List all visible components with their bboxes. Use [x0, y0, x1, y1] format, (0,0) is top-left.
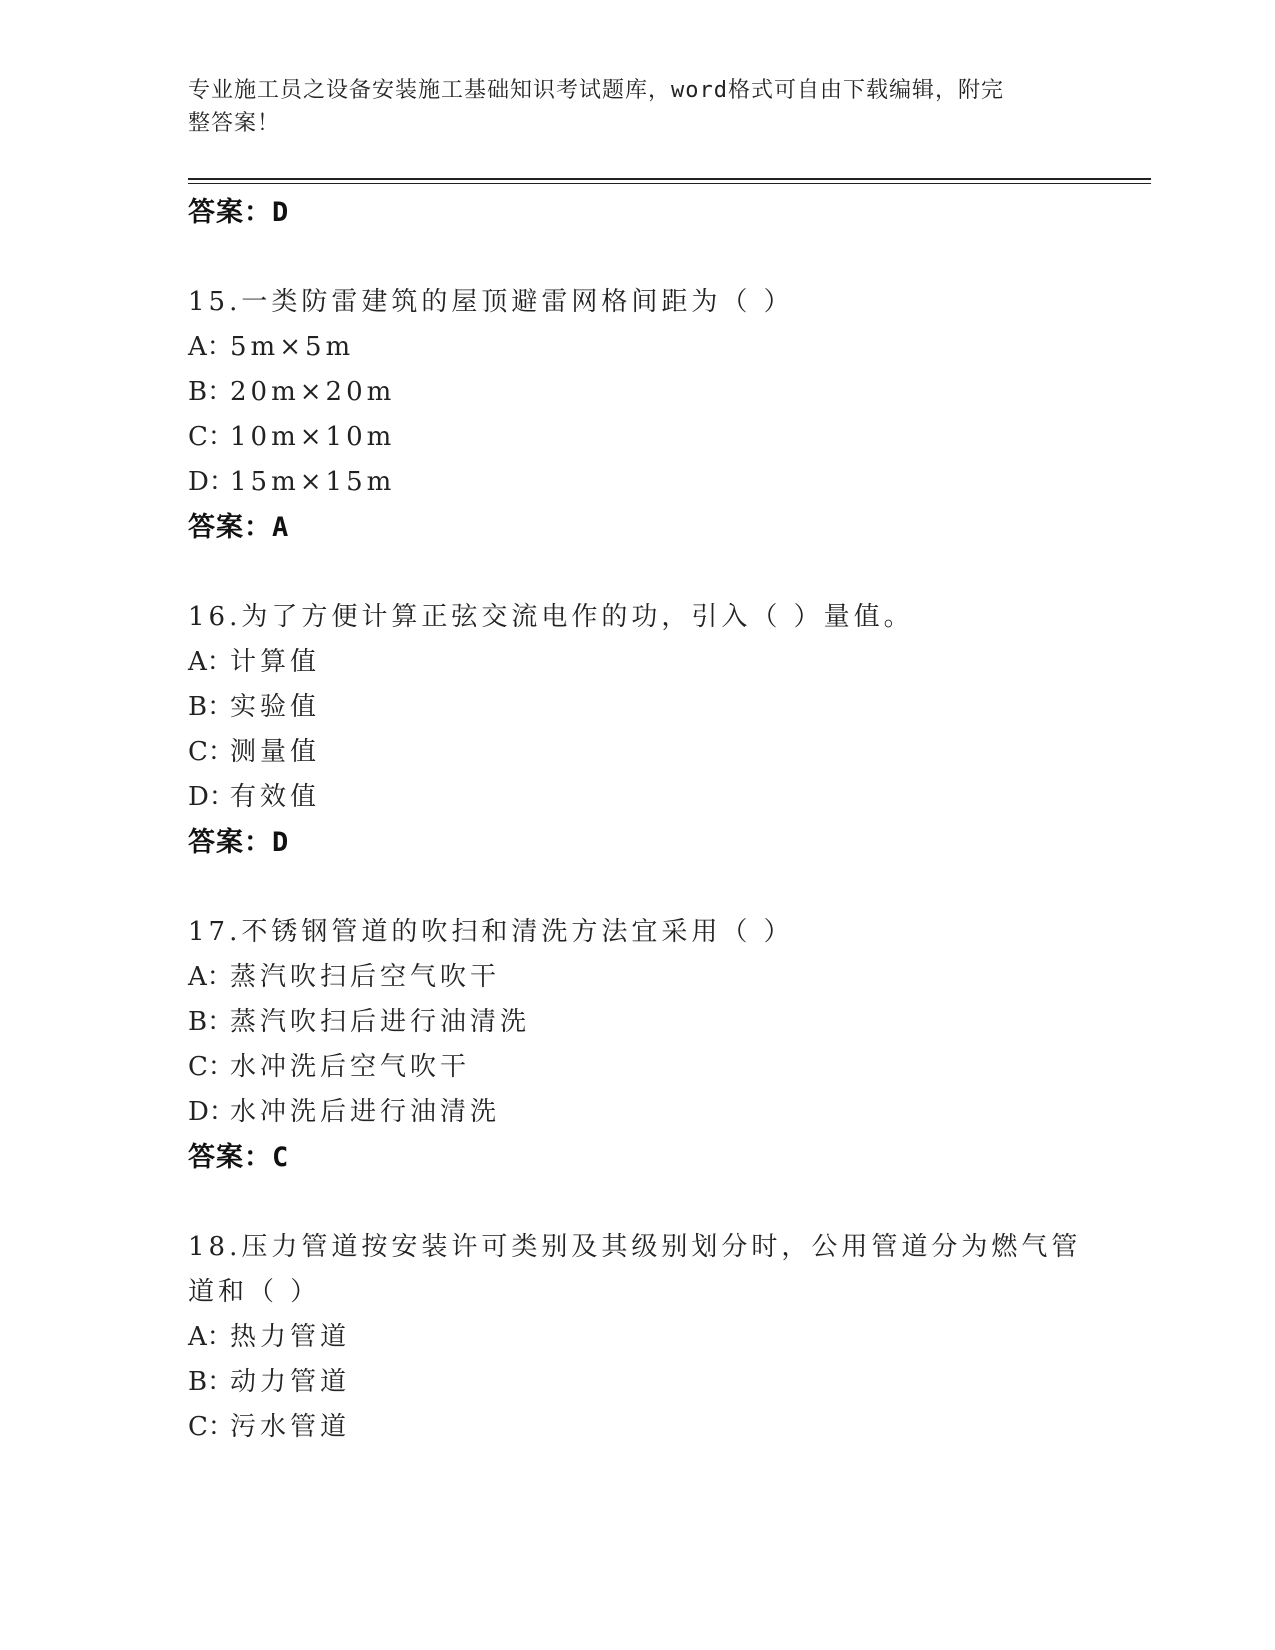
option-d — [188, 1090, 1088, 1135]
option-letter: A： — [188, 962, 233, 992]
previous-answer: 答案：D — [188, 197, 290, 228]
option-text: 蒸汽吹扫后进行油清洗 — [230, 1007, 531, 1037]
option-text: 水冲洗后进行油清洗 — [230, 1097, 501, 1127]
option-text: 10m×10m — [230, 422, 396, 452]
option-b — [188, 1000, 1088, 1045]
option-letter: C： — [188, 1052, 234, 1082]
option-letter: A： — [188, 1322, 233, 1352]
option-c — [188, 415, 1088, 460]
question-stem: 15.一类防雷建筑的屋顶避雷网格间距为（ ） — [188, 287, 794, 317]
option-c — [188, 1045, 1088, 1090]
option-letter: B： — [188, 692, 234, 722]
option-text: 有效值 — [230, 782, 321, 812]
option-text: 20m×20m — [230, 377, 396, 407]
header-divider — [188, 178, 1151, 180]
option-letter: B： — [188, 377, 234, 407]
option-b — [188, 1360, 1088, 1405]
option-letter: A： — [188, 647, 233, 677]
document-header — [188, 74, 1068, 140]
option-a — [188, 325, 1088, 370]
option-c — [188, 1405, 1088, 1450]
option-letter: A： — [188, 332, 233, 362]
option-letter: D： — [188, 467, 235, 497]
spacer — [188, 550, 1088, 595]
option-letter: B： — [188, 1367, 234, 1397]
spacer — [188, 235, 1088, 280]
option-a — [188, 955, 1088, 1000]
answer: 答案：D — [188, 827, 290, 858]
option-text: 热力管道 — [230, 1322, 351, 1352]
option-d — [188, 775, 1088, 820]
header-line-1: 专业施工员之设备安装施工基础知识考试题库，word格式可自由下载编辑，附完 — [188, 78, 1004, 103]
question-16 — [188, 595, 1088, 865]
option-text: 动力管道 — [230, 1367, 351, 1397]
option-letter: C： — [188, 1412, 234, 1442]
option-a — [188, 640, 1088, 685]
option-b — [188, 370, 1088, 415]
option-text: 实验值 — [230, 692, 321, 722]
option-letter: D： — [188, 1097, 235, 1127]
spacer — [188, 1180, 1088, 1225]
question-stem: 17.不锈钢管道的吹扫和清洗方法宜采用（ ） — [188, 917, 794, 947]
option-letter: C： — [188, 422, 234, 452]
option-b — [188, 685, 1088, 730]
option-text: 测量值 — [230, 737, 321, 767]
question-17 — [188, 910, 1088, 1180]
option-letter: B： — [188, 1007, 234, 1037]
option-text: 蒸汽吹扫后空气吹干 — [230, 962, 501, 992]
question-15 — [188, 280, 1088, 550]
option-d — [188, 460, 1088, 505]
option-letter: C： — [188, 737, 234, 767]
option-c — [188, 730, 1088, 775]
option-text: 水冲洗后空气吹干 — [230, 1052, 471, 1082]
answer: 答案：C — [188, 1142, 290, 1173]
option-text: 5m×5m — [230, 332, 355, 362]
answer: 答案：A — [188, 512, 290, 543]
question-stem: 18.压力管道按安装许可类别及其级别划分时，公用管道分为燃气管道和（ ） — [188, 1232, 1082, 1307]
option-text: 15m×15m — [230, 467, 396, 497]
option-text: 污水管道 — [230, 1412, 351, 1442]
header-divider-thin — [188, 183, 1151, 184]
spacer — [188, 865, 1088, 910]
question-18 — [188, 1225, 1088, 1450]
option-a — [188, 1315, 1088, 1360]
question-list — [188, 190, 1088, 1450]
question-stem: 16.为了方便计算正弦交流电作的功，引入（ ）量值。 — [188, 602, 914, 632]
option-letter: D： — [188, 782, 235, 812]
header-line-2: 整答案！ — [188, 111, 281, 136]
option-text: 计算值 — [230, 647, 321, 677]
